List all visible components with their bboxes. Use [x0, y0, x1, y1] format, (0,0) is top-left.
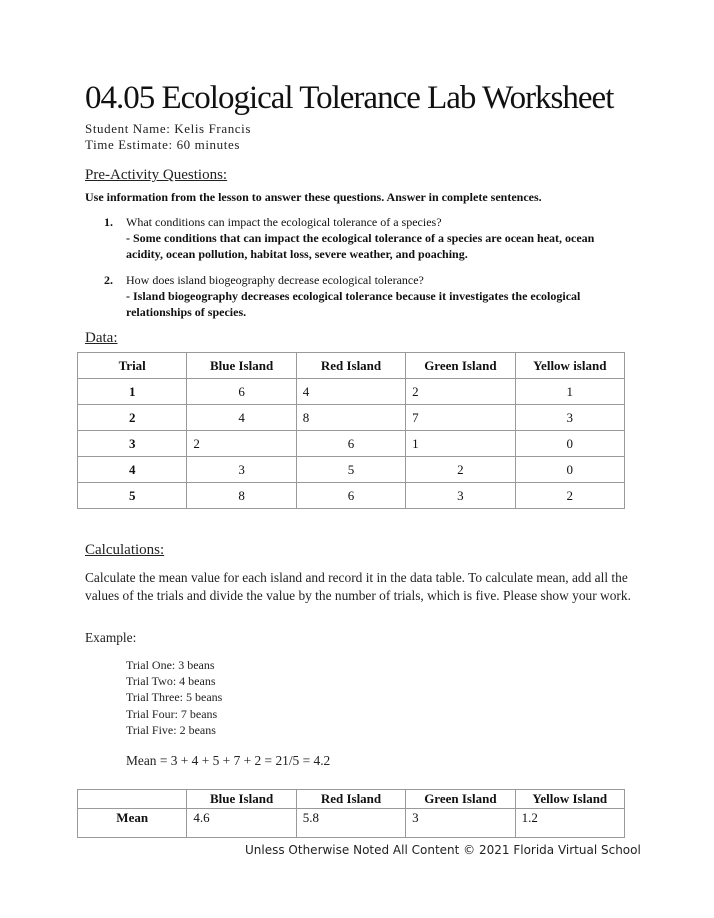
- mean-label: Mean: [78, 809, 187, 838]
- mean-value: 3: [406, 809, 515, 838]
- mean-value: 1.2: [515, 809, 624, 838]
- table-row: [78, 431, 625, 457]
- table-row: [78, 457, 625, 483]
- trial-cell: 2: [78, 405, 187, 431]
- table-header: Red Island: [296, 353, 405, 379]
- mean-table: [77, 789, 625, 838]
- example-trial: Trial Five: 2 beans: [126, 722, 216, 737]
- table-cell: 8: [296, 405, 405, 431]
- calculations-heading: Calculations:: [85, 542, 165, 558]
- example-label: Example:: [85, 630, 137, 645]
- table-header: Green Island: [406, 353, 515, 379]
- table-cell: 4: [296, 379, 405, 405]
- table-header: Yellow Island: [515, 790, 624, 809]
- example-trial: Trial Four: 7 beans: [126, 706, 218, 721]
- table-cell: 8: [187, 483, 296, 509]
- table-cell: 3: [187, 457, 296, 483]
- table-cell: 6: [296, 431, 405, 457]
- copyright-footer: Unless Otherwise Noted All Content © 2021 Florida Virtual School: [245, 843, 641, 857]
- table-cell: 1: [406, 431, 515, 457]
- table-cell: 5: [296, 457, 405, 483]
- table-row: [78, 809, 625, 838]
- mean-value: 5.8: [296, 809, 405, 838]
- trial-cell: 4: [78, 457, 187, 483]
- table-cell: 2: [515, 483, 624, 509]
- table-cell: 3: [406, 483, 515, 509]
- calculations-instructions: Calculate the mean value for each island and record it in the data table. To calculate mean, add all the values of the trials and divide the value by the number of trials, which is five. Please show your work.: [85, 570, 631, 603]
- example-trials: [126, 657, 222, 738]
- table-cell: 2: [187, 431, 296, 457]
- page-title: 04.05 Ecological Tolerance Lab Worksheet: [85, 80, 614, 116]
- question-1: [104, 214, 634, 262]
- question-2: [104, 272, 634, 320]
- question-number: 1.: [104, 215, 113, 229]
- pre-activity-heading: Pre-Activity Questions:: [85, 167, 228, 183]
- table-cell: 2: [406, 457, 515, 483]
- answer-text: - Some conditions that can impact the ecological tolerance of a species are ocean heat, ocean acidity, ocean pollution, habitat loss, severe weather, and poaching.: [126, 231, 595, 261]
- question-text: What conditions can impact the ecological tolerance of a species?: [126, 215, 442, 229]
- example-trial: Trial Three: 5 beans: [126, 690, 223, 705]
- question-text: How does island biogeography decrease ecological tolerance?: [126, 273, 424, 287]
- table-cell: 6: [187, 379, 296, 405]
- table-header-row: [78, 353, 625, 379]
- example-trial: Trial One: 3 beans: [126, 658, 215, 672]
- time-estimate: Time Estimate: 60 minutes: [85, 137, 240, 152]
- table-header: Green Island: [406, 790, 515, 809]
- table-cell: 2: [406, 379, 515, 405]
- table-cell: 0: [515, 431, 624, 457]
- table-cell: 3: [515, 405, 624, 431]
- table-header: Trial: [78, 353, 187, 379]
- student-name: Student Name: Kelis Francis: [85, 121, 252, 136]
- table-header: Red Island: [296, 790, 405, 809]
- table-header: Yellow island: [515, 353, 624, 379]
- table-cell: 1: [515, 379, 624, 405]
- table-row: [78, 483, 625, 509]
- answer-text: - Island biogeography decreases ecological tolerance because it investigates the ecological relationships of species.: [126, 289, 581, 319]
- table-header: [78, 790, 187, 809]
- table-row: [78, 405, 625, 431]
- table-header: Blue Island: [187, 790, 296, 809]
- pre-activity-instruction: Use information from the lesson to answer these questions. Answer in complete sentences.: [85, 190, 542, 204]
- data-table: [77, 352, 625, 509]
- table-cell: 7: [406, 405, 515, 431]
- mean-value: 4.6: [187, 809, 296, 838]
- table-cell: 4: [187, 405, 296, 431]
- example-trial: Trial Two: 4 beans: [126, 674, 216, 689]
- trial-cell: 3: [78, 431, 187, 457]
- table-cell: 6: [296, 483, 405, 509]
- table-cell: 0: [515, 457, 624, 483]
- table-header-row: [78, 790, 625, 809]
- table-row: [78, 379, 625, 405]
- mean-example: Mean = 3 + 4 + 5 + 7 + 2 = 21/5 = 4.2: [126, 753, 331, 768]
- data-heading: Data:: [85, 330, 118, 346]
- question-number: 2.: [104, 273, 113, 287]
- table-header: Blue Island: [187, 353, 296, 379]
- trial-cell: 1: [78, 379, 187, 405]
- trial-cell: 5: [78, 483, 187, 509]
